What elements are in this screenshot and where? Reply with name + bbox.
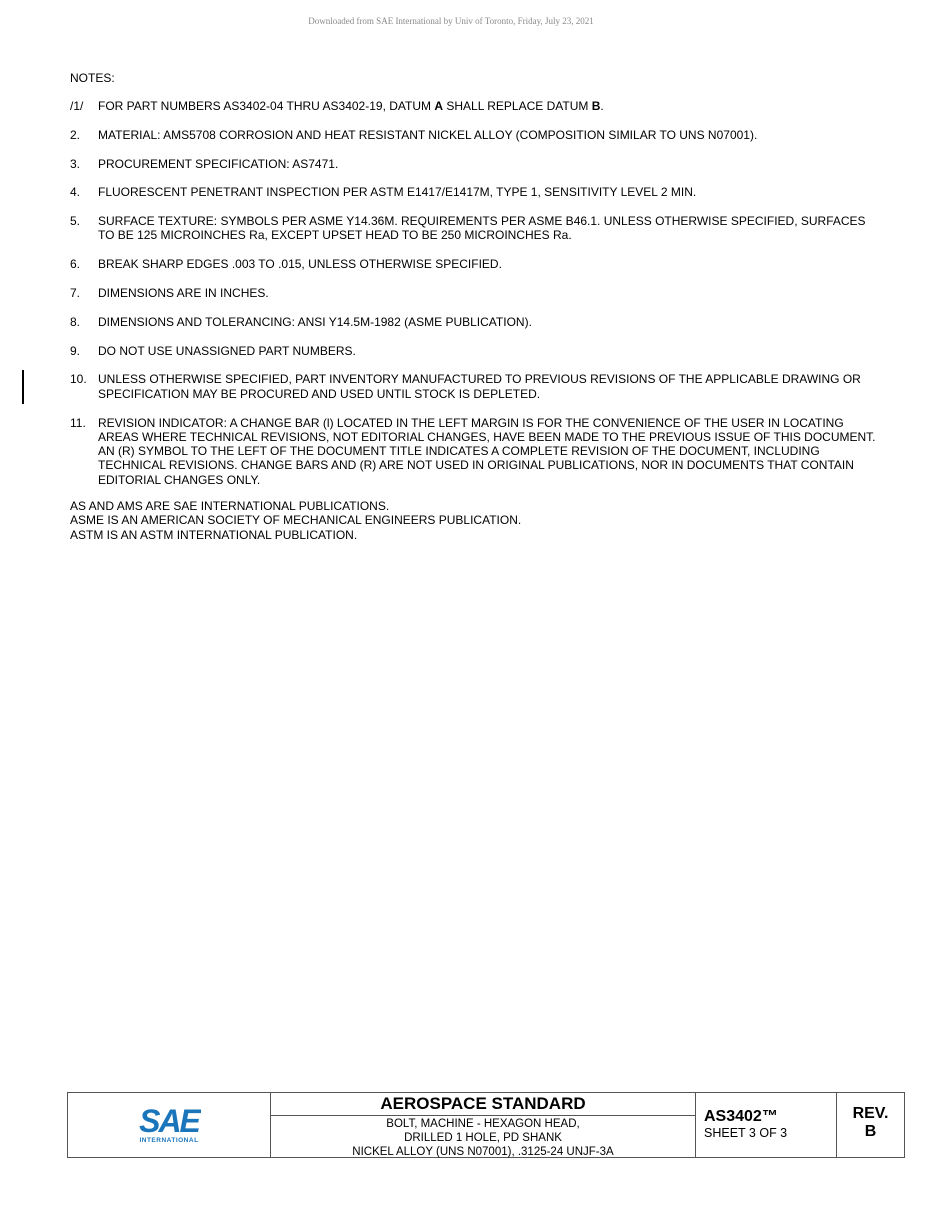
note-item [70, 214, 880, 243]
note-text: BREAK SHARP EDGES .003 TO .015, UNLESS OTHERWISE SPECIFIED. [98, 257, 502, 272]
note-number: 7. [70, 286, 81, 301]
note-text: REVISION INDICATOR: A CHANGE BAR (l) LOCATED IN THE LEFT MARGIN IS FOR THE CONVENIENCE OF THE USER IN LOCATING AREAS WHERE TECHNICAL REVISIONS, NOT EDITORIAL CHANGES, HAVE BEEN MADE TO THE PREVIOUS ISSUE OF THIS DOCUMENT. AN (R) SYMBOL TO THE LEFT OF THE DOCUMENT TITLE INDICATES A COMPLETE REVISION OF THE DOCUMENT, INCLUDING TECHNICAL REVISIONS. CHANGE BARS AND (R) ARE NOT USED IN ORIGINAL PUBLICATIONS, NOR IN DOCUMENTS THAT CONTAIN EDITORIAL CHANGES ONLY. [98, 415, 876, 487]
note-text: DIMENSIONS ARE IN INCHES. [98, 286, 269, 301]
note-item [70, 185, 880, 199]
note-item [70, 372, 880, 401]
revision-cell [837, 1093, 904, 1157]
note-item [70, 344, 880, 358]
publication-statement: ASME IS AN AMERICAN SOCIETY OF MECHANICAL ENGINEERS PUBLICATION. [70, 513, 522, 528]
revision-value: B [864, 1123, 877, 1140]
note-text: DIMENSIONS AND TOLERANCING: ANSI Y14.5M-1982 (ASME PUBLICATION). [98, 314, 532, 329]
title-block [67, 1092, 905, 1158]
sheet-number: SHEET 3 OF 3 [704, 1126, 788, 1140]
publication-statement: ASTM IS AN ASTM INTERNATIONAL PUBLICATION. [70, 527, 358, 542]
description-line: BOLT, MACHINE - HEXAGON HEAD, [386, 1118, 580, 1130]
logo-subtext: INTERNATIONAL [139, 1137, 199, 1144]
note-item [70, 315, 880, 329]
description-line: NICKEL ALLOY (UNS N07001), .3125-24 UNJF-3A [352, 1146, 614, 1158]
notes-heading: NOTES: [70, 71, 115, 85]
sae-logo [68, 1093, 271, 1157]
standard-type: AEROSPACE STANDARD [271, 1093, 695, 1116]
note-item [70, 286, 880, 300]
note-number: /1/ [70, 99, 84, 113]
description-line: DRILLED 1 HOLE, PD SHANK [404, 1132, 562, 1144]
part-description [271, 1116, 695, 1159]
note-number: 5. [70, 214, 81, 229]
download-notice: Downloaded from SAE International by Univ of Toronto, Friday, July 23, 2021 [308, 16, 594, 26]
sae-logo-icon [137, 1106, 201, 1136]
document-cell [696, 1093, 837, 1157]
note-text: DO NOT USE UNASSIGNED PART NUMBERS. [98, 343, 356, 358]
note-number: 3. [70, 156, 81, 171]
logo-text: SAE [139, 1106, 199, 1136]
note-number: 4. [70, 185, 81, 200]
note-number: 8. [70, 314, 81, 329]
note-number: 6. [70, 257, 81, 272]
note-text: UNLESS OTHERWISE SPECIFIED, PART INVENTORY MANUFACTURED TO PREVIOUS REVISIONS OF THE APPLICABLE DRAWING OR SPECIFICATION MAY BE PROCURED AND USED UNTIL STOCK IS DEPLETED. [98, 372, 861, 401]
publication-statements [70, 499, 521, 542]
note-number: 2. [70, 127, 81, 142]
note-item [70, 416, 880, 487]
notes-list [70, 99, 880, 502]
note-number: 10. [70, 372, 87, 387]
note-text: FOR PART NUMBERS AS3402-04 THRU AS3402-19, DATUM A SHALL REPLACE DATUM B. [98, 99, 604, 113]
note-item [70, 99, 880, 113]
document-number: AS3402™ [704, 1108, 778, 1125]
note-number: 11. [70, 415, 86, 430]
publication-statement: AS AND AMS ARE SAE INTERNATIONAL PUBLICATIONS. [70, 499, 390, 513]
note-item [70, 128, 880, 142]
note-item [70, 157, 880, 171]
note-text: FLUORESCENT PENETRANT INSPECTION PER ASTM E1417/E1417M, TYPE 1, SENSITIVITY LEVEL 2 MIN. [98, 185, 697, 200]
note-text: MATERIAL: AMS5708 CORROSION AND HEAT RESISTANT NICKEL ALLOY (COMPOSITION SIMILAR TO UNS N07001). [98, 127, 758, 142]
note-text: PROCUREMENT SPECIFICATION: AS7471. [98, 156, 339, 171]
note-number: 9. [70, 343, 81, 358]
revision-label: REV. [852, 1105, 889, 1122]
note-text: SURFACE TEXTURE: SYMBOLS PER ASME Y14.36M. REQUIREMENTS PER ASME B46.1. UNLESS OTHERWISE SPECIFIED, SURFACES TO BE 125 MICROINCHES Ra, EXCEPT UPSET HEAD TO BE 250 MICROINCHES Ra. [98, 214, 866, 243]
title-cell [271, 1093, 696, 1157]
note-item [70, 257, 880, 271]
change-bar [22, 370, 24, 404]
